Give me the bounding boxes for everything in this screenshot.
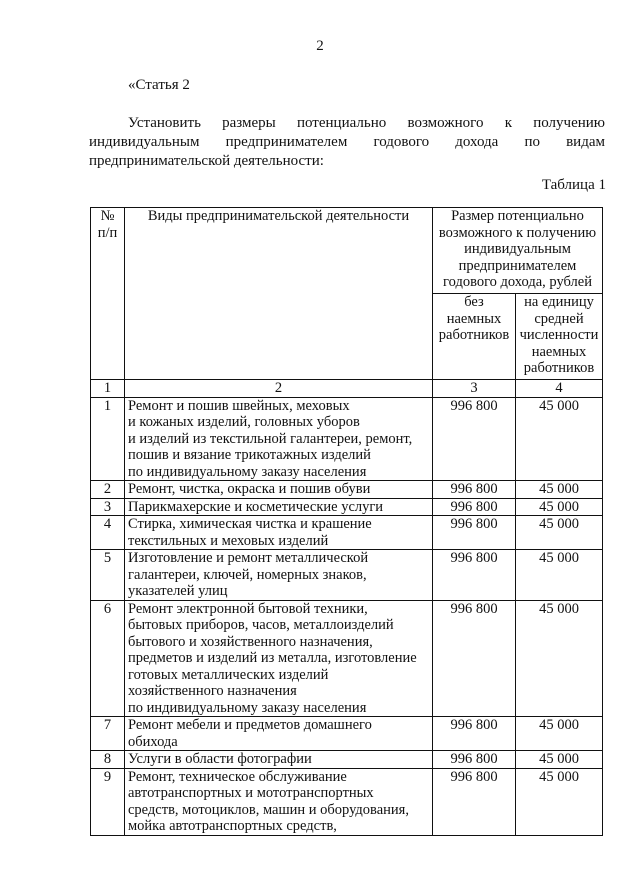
row-number: 4 [91, 516, 125, 550]
table-row [91, 498, 603, 516]
row-number: 3 [91, 498, 125, 516]
table-row [91, 600, 603, 717]
activity-line: Парикмахерские и косметические услуги [128, 498, 384, 515]
table-row [91, 751, 603, 769]
table-row [91, 550, 603, 601]
activity-line: галантереи, ключей, номерных знаков, [128, 566, 367, 583]
income-without-employees: 996 800 [433, 498, 516, 516]
income-without-employees: 996 800 [433, 516, 516, 550]
table-row [91, 516, 603, 550]
page-number: 2 [316, 38, 324, 54]
activity-line: Ремонт, техническое обслуживание [128, 768, 347, 785]
column-number: 1 [91, 380, 125, 398]
row-number: 8 [91, 751, 125, 769]
row-number: 6 [91, 600, 125, 717]
income-per-employee: 45 000 [516, 550, 603, 601]
activity-description [125, 397, 433, 481]
activity-line: хозяйственного назначения [128, 683, 297, 699]
income-per-employee: 45 000 [516, 751, 603, 769]
intro-paragraph [89, 114, 605, 171]
table-row [91, 481, 603, 499]
income-without-employees: 996 800 [433, 751, 516, 769]
intro-line: Установить размеры потенциально возможного к получению [128, 115, 605, 131]
activity-line: Стирка, химическая чистка и крашение [128, 516, 372, 532]
table-label: Таблица 1 [541, 177, 606, 193]
table-row [91, 768, 603, 835]
activity-description [125, 516, 433, 550]
income-per-employee: 45 000 [516, 600, 603, 717]
activity-line: Ремонт электронной бытовой техники, [128, 600, 368, 617]
activity-line: средств, мотоциклов, машин и оборудования, [128, 801, 409, 818]
activity-description [125, 768, 433, 835]
activity-line: по индивидуальному заказу населения [128, 463, 367, 480]
activity-line: автотранспортных и мототранспортных [128, 785, 374, 801]
column-number: 4 [516, 380, 603, 398]
intro-line: индивидуальным предпринимателем годового дохода по видам [89, 134, 605, 150]
activity-line: Ремонт и пошив швейных, меховых [128, 397, 350, 414]
activity-line: по индивидуальному заказу населения [128, 699, 367, 716]
header-num: № п/п [91, 208, 125, 380]
activity-line: бытовых приборов, часов, металлоизделий [128, 617, 394, 633]
income-without-employees: 996 800 [433, 717, 516, 751]
activity-line: предметов и изделий из металла, изготовление [128, 650, 417, 666]
row-number: 5 [91, 550, 125, 601]
activity-line: обихода [128, 733, 178, 750]
row-number: 9 [91, 768, 125, 835]
table-row [91, 717, 603, 751]
activity-line: бытового и хозяйственного назначения, [128, 633, 373, 650]
header-income-group: Размер потенциально возможного к получению индивидуальным предпринимателем годового дохода, рублей [433, 208, 603, 294]
header-per-employee: на единицу средней численности наемных работников [516, 294, 603, 380]
income-per-employee: 45 000 [516, 717, 603, 751]
activity-line: мойка автотранспортных средств, [128, 818, 337, 834]
activity-line: пошив и вязание трикотажных изделий [128, 447, 371, 463]
activity-description [125, 717, 433, 751]
activity-line: Изготовление и ремонт металлической [128, 550, 369, 566]
column-number: 3 [433, 380, 516, 398]
article-heading: «Статья 2 [128, 77, 190, 93]
header-without-employees: без наемных работников [433, 294, 516, 380]
income-per-employee: 45 000 [516, 481, 603, 499]
activity-line: Ремонт, чистка, окраска и пошив обуви [128, 481, 371, 497]
header-activity: Виды предпринимательской деятельности [125, 208, 433, 380]
income-per-employee: 45 000 [516, 498, 603, 516]
row-number: 1 [91, 397, 125, 481]
income-without-employees: 996 800 [433, 600, 516, 717]
activity-line: текстильных и меховых изделий [128, 532, 329, 549]
activity-description [125, 550, 433, 601]
income-per-employee: 45 000 [516, 397, 603, 481]
activity-line: Ремонт мебели и предметов домашнего [128, 717, 372, 733]
activity-line: указателей улиц [128, 583, 228, 599]
activity-description [125, 600, 433, 717]
column-number: 2 [125, 380, 433, 398]
intro-line: предпринимательской деятельности: [89, 153, 324, 169]
activity-description [125, 498, 433, 516]
income-without-employees: 996 800 [433, 481, 516, 499]
table-row [91, 397, 603, 481]
activity-line: Услуги в области фотографии [128, 751, 312, 767]
activity-description [125, 481, 433, 499]
activity-description [125, 751, 433, 769]
activity-line: и изделий из текстильной галантереи, ремонт, [128, 430, 413, 447]
activity-line: готовых металлических изделий [128, 666, 329, 683]
row-number: 7 [91, 717, 125, 751]
income-without-employees: 996 800 [433, 768, 516, 835]
income-without-employees: 996 800 [433, 550, 516, 601]
income-per-employee: 45 000 [516, 768, 603, 835]
income-per-employee: 45 000 [516, 516, 603, 550]
row-number: 2 [91, 481, 125, 499]
income-table [90, 207, 603, 836]
income-without-employees: 996 800 [433, 397, 516, 481]
activity-line: и кожаных изделий, головных уборов [128, 414, 360, 430]
